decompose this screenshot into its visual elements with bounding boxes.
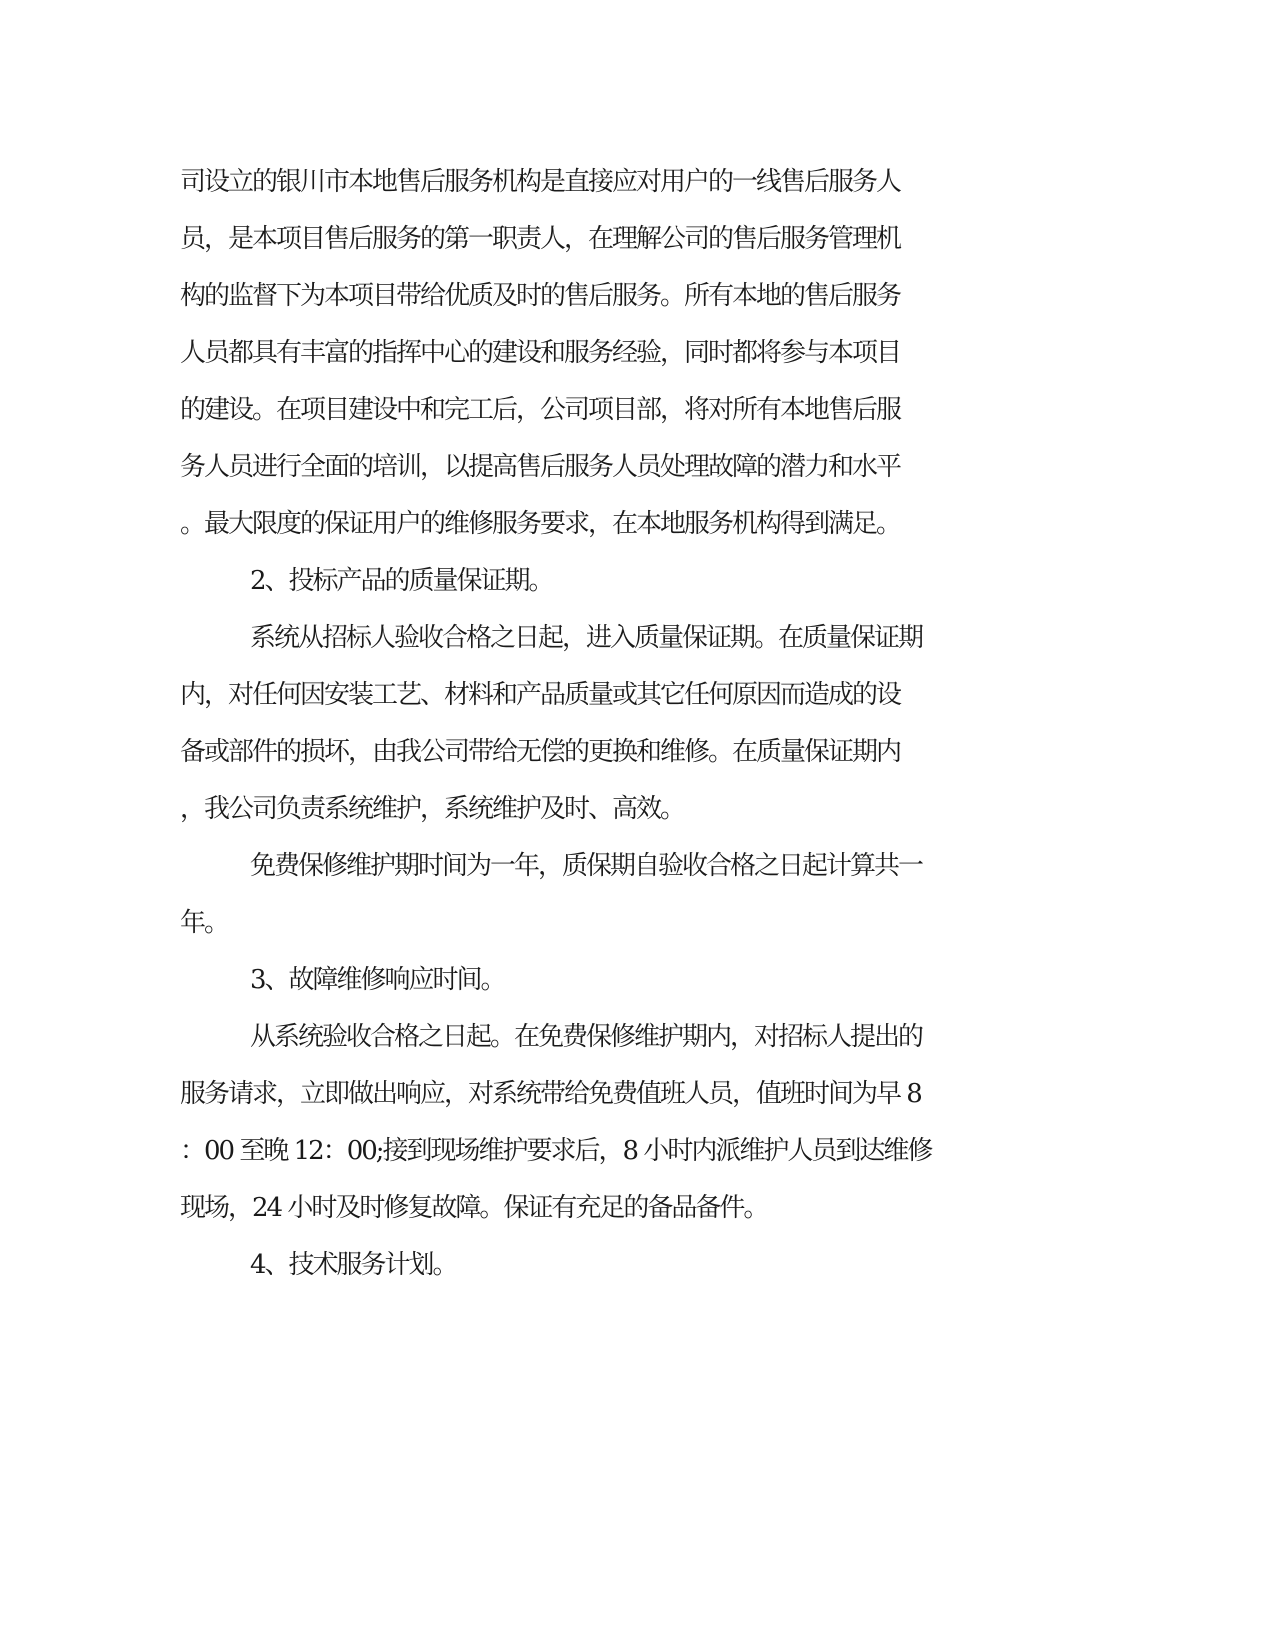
text-line: 系统从招标人验收合格之日起，进入质量保证期。在质量保证期 xyxy=(250,623,923,653)
text-line: 备或部件的损坏，由我公司带给无偿的更换和维修。在质量保证期内 xyxy=(180,737,901,767)
section-heading: 3、故障维修响应时间。 xyxy=(250,965,505,995)
text-line: 免费保修维护期时间为一年，质保期自验收合格之日起计算共一 xyxy=(250,851,923,881)
text-line: ，我公司负责系统维护，系统维护及时、高效。 xyxy=(180,794,685,824)
section-heading: 4、技术服务计划。 xyxy=(250,1250,457,1280)
text-line: 现场，24 小时及时修复故障。保证有充足的备品备件。 xyxy=(180,1193,768,1223)
text-line: 内，对任何因安装工艺、材料和产品质量或其它任何原因而造成的设 xyxy=(180,680,901,710)
text-line: 。最大限度的保证用户的维修服务要求，在本地服务机构得到满足。 xyxy=(180,509,901,539)
section-heading: 2、投标产品的质量保证期。 xyxy=(250,566,553,596)
text-line: 人员都具有丰富的指挥中心的建设和服务经验，同时都将参与本项目 xyxy=(180,338,901,368)
text-line: 从系统验收合格之日起。在免费保修维护期内，对招标人提出的 xyxy=(250,1022,923,1052)
text-line: 司设立的银川市本地售后服务机构是直接应对用户的一线售后服务人 xyxy=(180,167,901,197)
text-line: 构的监督下为本项目带给优质及时的售后服务。所有本地的售后服务 xyxy=(180,281,901,311)
text-line: ：00 至晚 12：00;接到现场维护要求后，8 小时内派维护人员到达维修 xyxy=(180,1136,932,1166)
text-line: 员，是本项目售后服务的第一职责人，在理解公司的售后服务管理机 xyxy=(180,224,901,254)
text-line: 的建设。在项目建设中和完工后，公司项目部，将对所有本地售后服 xyxy=(180,395,901,425)
text-line: 服务请求，立即做出响应，对系统带给免费值班人员，值班时间为早 8 xyxy=(180,1079,921,1109)
text-line: 年。 xyxy=(180,908,229,938)
text-line: 务人员进行全面的培训，以提高售后服务人员处理故障的潜力和水平 xyxy=(180,452,901,482)
